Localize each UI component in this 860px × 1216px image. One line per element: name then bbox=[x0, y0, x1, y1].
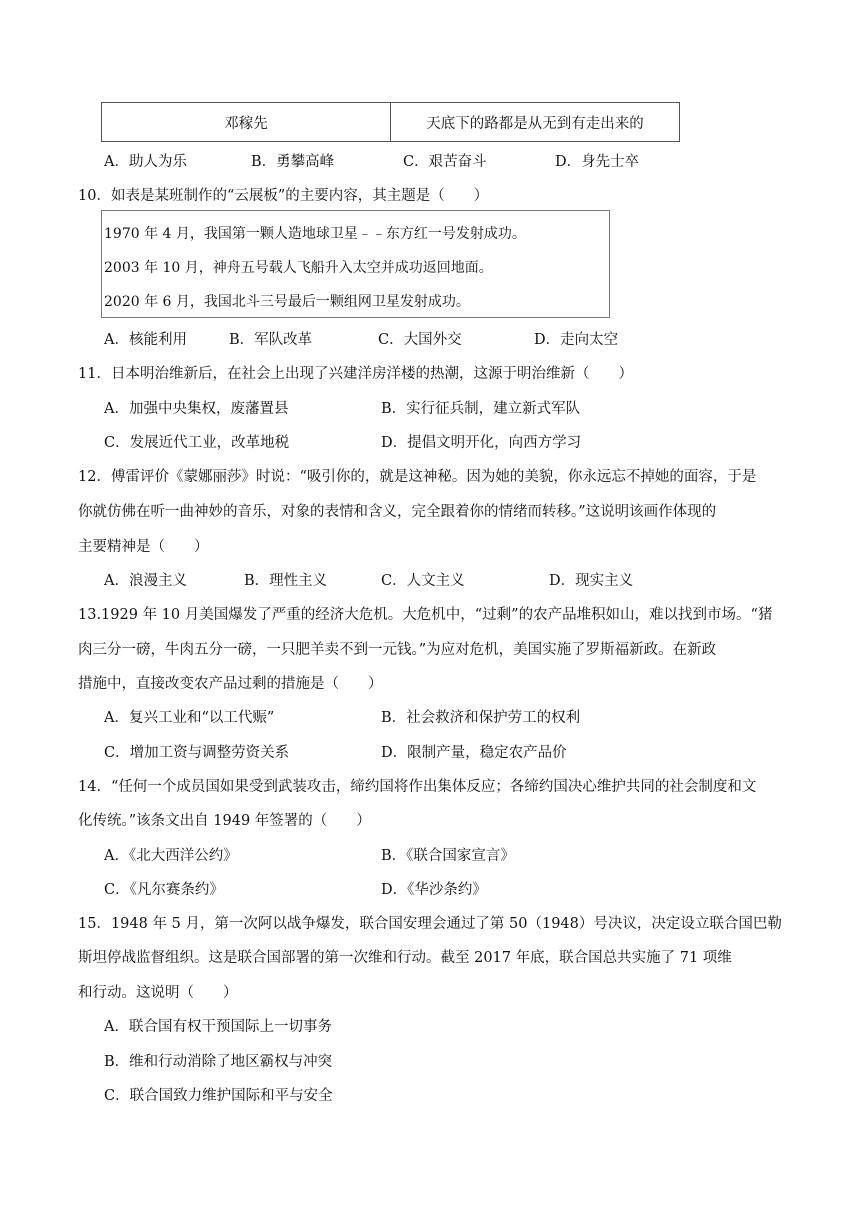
q12-option-b: B．理性主义 bbox=[244, 573, 328, 589]
q11-stem: 11．日本明治维新后，在社会上出现了兴建洋房洋楼的热潮，这源于明治维新（ ） bbox=[78, 366, 633, 382]
q9-table bbox=[101, 102, 680, 142]
q15-line: 斯坦停战监督组织。这是联合国部署的第一次维和行动。截至 2017 年底，联合国总共实施了 71 项维 bbox=[78, 950, 732, 966]
q13-line: 肉三分一磅，牛肉五分一磅，一只肥羊卖不到一元钱。”为应对危机，美国实施了罗斯福新政。在新政 bbox=[78, 642, 717, 658]
q11-option-d: D．提倡文明开化，向西方学习 bbox=[381, 435, 582, 451]
q10-row: 1970 年 4 月，我国第一颗人造地球卫星﹣﹣东方红一号发射成功。 bbox=[104, 226, 526, 242]
q10-option-d: D．走向太空 bbox=[534, 332, 619, 348]
q11-option-c: C．发展近代工业，改革地税 bbox=[104, 435, 290, 451]
q10-option-a: A．核能利用 bbox=[104, 332, 187, 348]
q10-exhibit-box bbox=[101, 210, 610, 318]
q15-line: 和行动。这说明（ ） bbox=[78, 985, 238, 1001]
q10-row: 2003 年 10 月，神舟五号载人飞船升入太空并成功返回地面。 bbox=[104, 260, 493, 276]
q12-option-d: D．现实主义 bbox=[549, 573, 634, 589]
q11-option-a: A．加强中央集权，废藩置县 bbox=[104, 401, 289, 417]
q10-option-b: B．军队改革 bbox=[229, 332, 313, 348]
q14-option-c: C．《凡尔赛条约》 bbox=[104, 882, 224, 898]
q15-option-c: C．联合国致力维护国际和平与安全 bbox=[104, 1088, 333, 1104]
q11-option-b: B．实行征兵制，建立新式军队 bbox=[381, 401, 581, 417]
q14-option-b: B．《联合国家宣言》 bbox=[381, 848, 515, 864]
q14-line: 14．“任何一个成员国如果受到武装攻击，缔约国将作出集体反应；各缔约国决心维护共同的社会制度和文 bbox=[78, 779, 757, 795]
q9-option-d: D．身先士卒 bbox=[555, 154, 640, 170]
q10-stem: 10．如表是某班制作的“云展板”的主要内容，其主题是（ ） bbox=[78, 188, 489, 204]
q12-option-c: C．人文主义 bbox=[381, 573, 465, 589]
q14-option-d: D．《华沙条约》 bbox=[381, 882, 487, 898]
q10-row: 2020 年 6 月，我国北斗三号最后一颗组网卫星发射成功。 bbox=[104, 294, 470, 310]
q15-option-a: A．联合国有权干预国际上一切事务 bbox=[104, 1019, 332, 1035]
q13-option-a: A．复兴工业和“以工代赈” bbox=[104, 710, 275, 726]
q13-option-c: C．增加工资与调整劳资关系 bbox=[104, 745, 290, 761]
q13-option-d: D．限制产量，稳定农产品价 bbox=[381, 745, 567, 761]
q9-option-c: C．艰苦奋斗 bbox=[403, 154, 487, 170]
q13-line: 13.1929 年 10 月美国爆发了严重的经济大危机。大危机中，“过剩”的农产品堆积如山，难以找到市场。“猪 bbox=[78, 607, 773, 623]
q9-option-b: B．勇攀高峰 bbox=[251, 154, 335, 170]
q12-line: 12．傅雷评价《蒙娜丽莎》时说：“吸引你的，就是这神秘。因为她的美貌，你永远忘不掉她的面容，于是 bbox=[78, 469, 757, 485]
q13-line: 措施中，直接改变农产品过剩的措施是（ ） bbox=[78, 676, 383, 692]
table-cell: 邓稼先 bbox=[102, 103, 391, 142]
q13-option-b: B．社会救济和保护劳工的权利 bbox=[381, 710, 581, 726]
q14-line: 化传统。”该条文出自 1949 年签署的（ ） bbox=[78, 813, 371, 829]
q15-line: 15．1948 年 5 月，第一次阿以战争爆发，联合国安理会通过了第 50（1948）号决议，决定设立联合国巴勒 bbox=[78, 916, 782, 932]
q14-option-a: A．《北大西洋公约》 bbox=[104, 848, 238, 864]
q12-line: 主要精神是（ ） bbox=[78, 539, 209, 555]
q12-line: 你就仿佛在听一曲神妙的音乐，对象的表情和含义，完全跟着你的情绪而转移。”这说明该画作体现的 bbox=[78, 504, 717, 520]
q10-option-c: C．大国外交 bbox=[378, 332, 462, 348]
q12-option-a: A．浪漫主义 bbox=[104, 573, 187, 589]
q9-option-a: A．助人为乐 bbox=[104, 154, 187, 170]
table-cell: 天底下的路都是从无到有走出来的 bbox=[391, 103, 680, 142]
q15-option-b: B．维和行动消除了地区霸权与冲突 bbox=[104, 1054, 333, 1070]
